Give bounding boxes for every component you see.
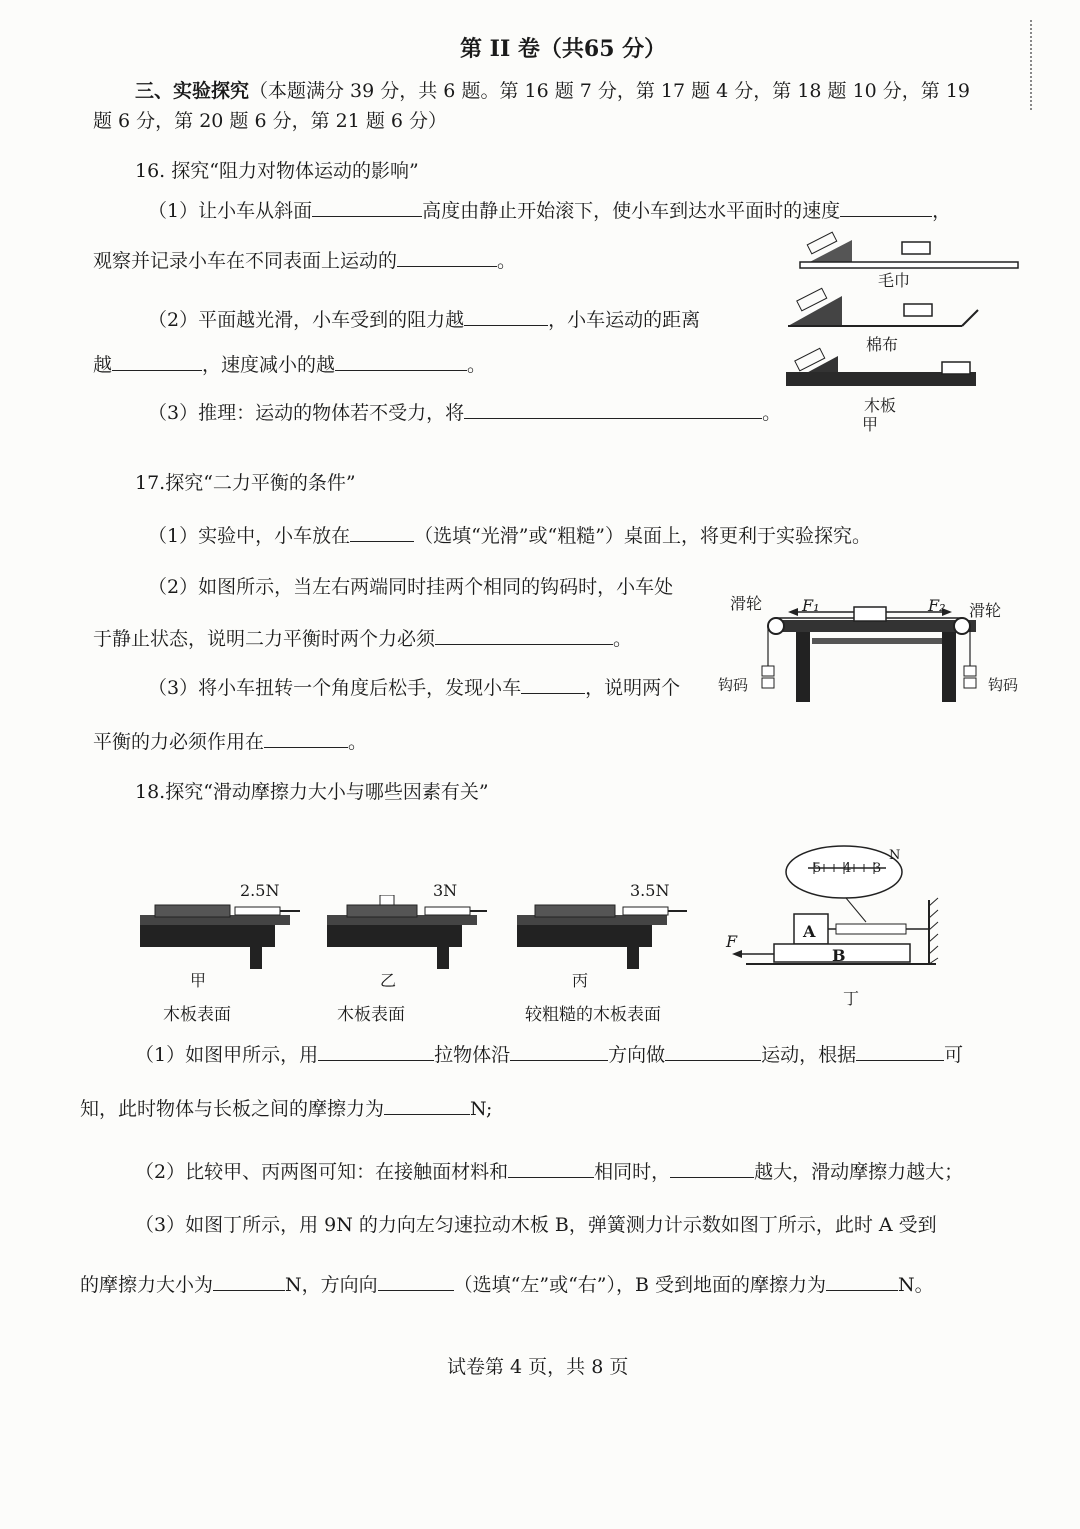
surface-bing: 较粗糙的木板表面	[525, 1005, 661, 1025]
q17-blank-line[interactable]	[264, 729, 348, 748]
q16-blank-speed[interactable]	[840, 198, 932, 217]
spring-scale-icon	[623, 907, 668, 915]
q18-part3-line2: 的摩擦力大小为 N，方向向 （选填“左”或“右”），B 受到地面的摩擦力为 N。	[80, 1274, 934, 1296]
q17-part1: （1）实验中，小车放在 （选填“光滑”或“粗糙”）桌面上，将更利于实验探究。	[148, 525, 871, 547]
q17-blank-table[interactable]	[350, 523, 414, 542]
q18-part3-line1: （3）如图丁所示，用 9N 的力向左匀速拉动木板 B，弹簧测力计示数如图丁所示，此时 A 受到	[135, 1214, 937, 1236]
spring-scale-icon	[836, 924, 906, 934]
spring-scale-icon	[235, 907, 280, 915]
scale-tick-3: 3	[873, 861, 882, 876]
q18-part2: （2）比较甲、丙两图可知：在接触面材料和 相同时， 越大，滑动摩擦力越大；	[135, 1161, 964, 1183]
q17-part2-line2: 于静止状态，说明二力平衡时两个力必须 。	[93, 628, 633, 650]
block-icon	[347, 905, 417, 917]
q16-part1-line2: 观察并记录小车在不同表面上运动的 。	[93, 250, 517, 272]
weight-icon	[964, 666, 976, 676]
q16-figure	[782, 222, 1027, 434]
q17-part2-line1: （2）如图所示，当左右两端同时挂两个相同的钩码时，小车处	[148, 576, 674, 598]
q16-part1-line1: （1）让小车从斜面 高度由静止开始滚下，使小车到达水平面时的速度 ，	[148, 200, 952, 222]
q18-title: 18.探究“滑动摩擦力大小与哪些因素有关”	[135, 781, 489, 803]
q17-blank-condition[interactable]	[435, 626, 613, 645]
q18-blank-a-direction[interactable]	[378, 1272, 454, 1291]
label-pulley-right: 滑轮	[969, 601, 1002, 620]
q16-blank-far[interactable]	[112, 352, 202, 371]
fig-name-jia: 甲	[190, 971, 207, 990]
q18-part1-line2: 知，此时物体与长板之间的摩擦力为 N;	[80, 1098, 493, 1120]
label-f1: F₁	[802, 596, 820, 615]
surface-jia: 木板表面	[163, 1005, 231, 1025]
q18-blank-same[interactable]	[508, 1159, 594, 1178]
q17-part3-line1: （3）将小车扭转一个角度后松手，发现小车 ，说明两个	[148, 677, 681, 699]
section-intro-line1: 三、实验探究（本题满分 39 分，共 6 题。第 16 题 7 分，第 17 题 4 分，第 18 题 10 分，第 19	[135, 80, 971, 102]
label-force-f: F	[726, 932, 738, 951]
page-title: 第 II 卷（共65 分）	[460, 36, 667, 62]
q18-blank-motion[interactable]	[665, 1042, 761, 1061]
q18-blank-b-friction[interactable]	[826, 1272, 898, 1291]
table-top	[776, 620, 976, 632]
block-icon	[535, 905, 615, 917]
label-b: B	[832, 946, 846, 965]
reading-jia: 2.5N	[240, 881, 280, 900]
pulley-icon	[954, 618, 970, 634]
fig-label-jia: 甲	[862, 415, 879, 434]
weight-icon	[762, 666, 774, 676]
reading-bing: 3.5N	[630, 881, 670, 900]
fig-label-wood: 木板	[864, 396, 897, 415]
block-icon	[155, 905, 230, 917]
fig-label-towel: 毛巾	[878, 271, 911, 290]
q18-blank-direction[interactable]	[510, 1042, 608, 1061]
scale-tick-5: 5	[813, 861, 822, 876]
label-a: A	[803, 922, 816, 941]
q17-title: 17.探究“二力平衡的条件”	[135, 472, 356, 494]
q18-blank-a-friction[interactable]	[213, 1272, 285, 1291]
q16-blank-resistance[interactable]	[464, 307, 548, 326]
label-pulley-left: 滑轮	[730, 594, 763, 613]
scale-tick-4: 4	[843, 861, 852, 876]
pulley-icon	[768, 618, 784, 634]
label-f2: F₂	[928, 596, 946, 615]
q16-title: 16. 探究“阻力对物体运动的影响”	[135, 160, 419, 182]
scan-edge-mark	[1030, 20, 1034, 110]
section-heading: 三、实验探究	[135, 80, 250, 102]
q16-blank-distance[interactable]	[397, 248, 497, 267]
q17-blank-rotate[interactable]	[521, 675, 585, 694]
q16-blank-height[interactable]	[312, 198, 422, 217]
reading-yi: 3N	[433, 881, 458, 900]
q16-blank-slow[interactable]	[335, 352, 467, 371]
q16-part3: （3）推理：运动的物体若不受力，将 。	[148, 402, 782, 424]
q18-part1-line1: （1）如图甲所示，用 拉物体沿 方向做 运动，根据 可	[135, 1044, 964, 1066]
surface-yi: 木板表面	[337, 1005, 405, 1025]
q18-blank-principle[interactable]	[856, 1042, 944, 1061]
scale-unit: N	[889, 848, 901, 863]
q18-blank-tool[interactable]	[318, 1042, 434, 1061]
table-leg	[942, 632, 956, 702]
weight-icon	[762, 678, 774, 688]
fig-name-bing: 丙	[572, 971, 589, 990]
fig-name-yi: 乙	[380, 971, 397, 990]
label-weight-right: 钩码	[988, 676, 1019, 694]
q16-part2-line1: （2）平面越光滑，小车受到的阻力越 ，小车运动的距离	[148, 309, 701, 331]
cart-icon	[904, 304, 932, 316]
q18-blank-friction[interactable]	[384, 1096, 470, 1115]
weight-icon	[964, 678, 976, 688]
ramp-cotton	[788, 296, 842, 326]
q16-blank-inference[interactable]	[464, 400, 762, 419]
q18-figures-abc	[135, 895, 695, 975]
table-leg	[796, 632, 810, 702]
weight-icon	[380, 895, 394, 905]
spring-scale-icon	[425, 907, 470, 915]
q16-part2-line2: 越 ，速度减小的越 。	[93, 354, 487, 376]
fig-name-ding: 丁	[843, 989, 860, 1008]
fig-label-cotton: 棉布	[866, 335, 899, 354]
label-weight-left: 钩码	[718, 676, 749, 694]
cart-icon	[902, 242, 930, 254]
q17-part3-line2: 平衡的力必须作用在 。	[93, 731, 368, 753]
cart-icon	[854, 607, 886, 621]
q18-blank-factor[interactable]	[670, 1159, 754, 1178]
cart-icon	[942, 362, 970, 374]
section-intro-line2: 题 6 分，第 20 题 6 分，第 21 题 6 分）	[93, 110, 448, 132]
page-footer: 试卷第 4 页，共 8 页	[447, 1356, 629, 1378]
